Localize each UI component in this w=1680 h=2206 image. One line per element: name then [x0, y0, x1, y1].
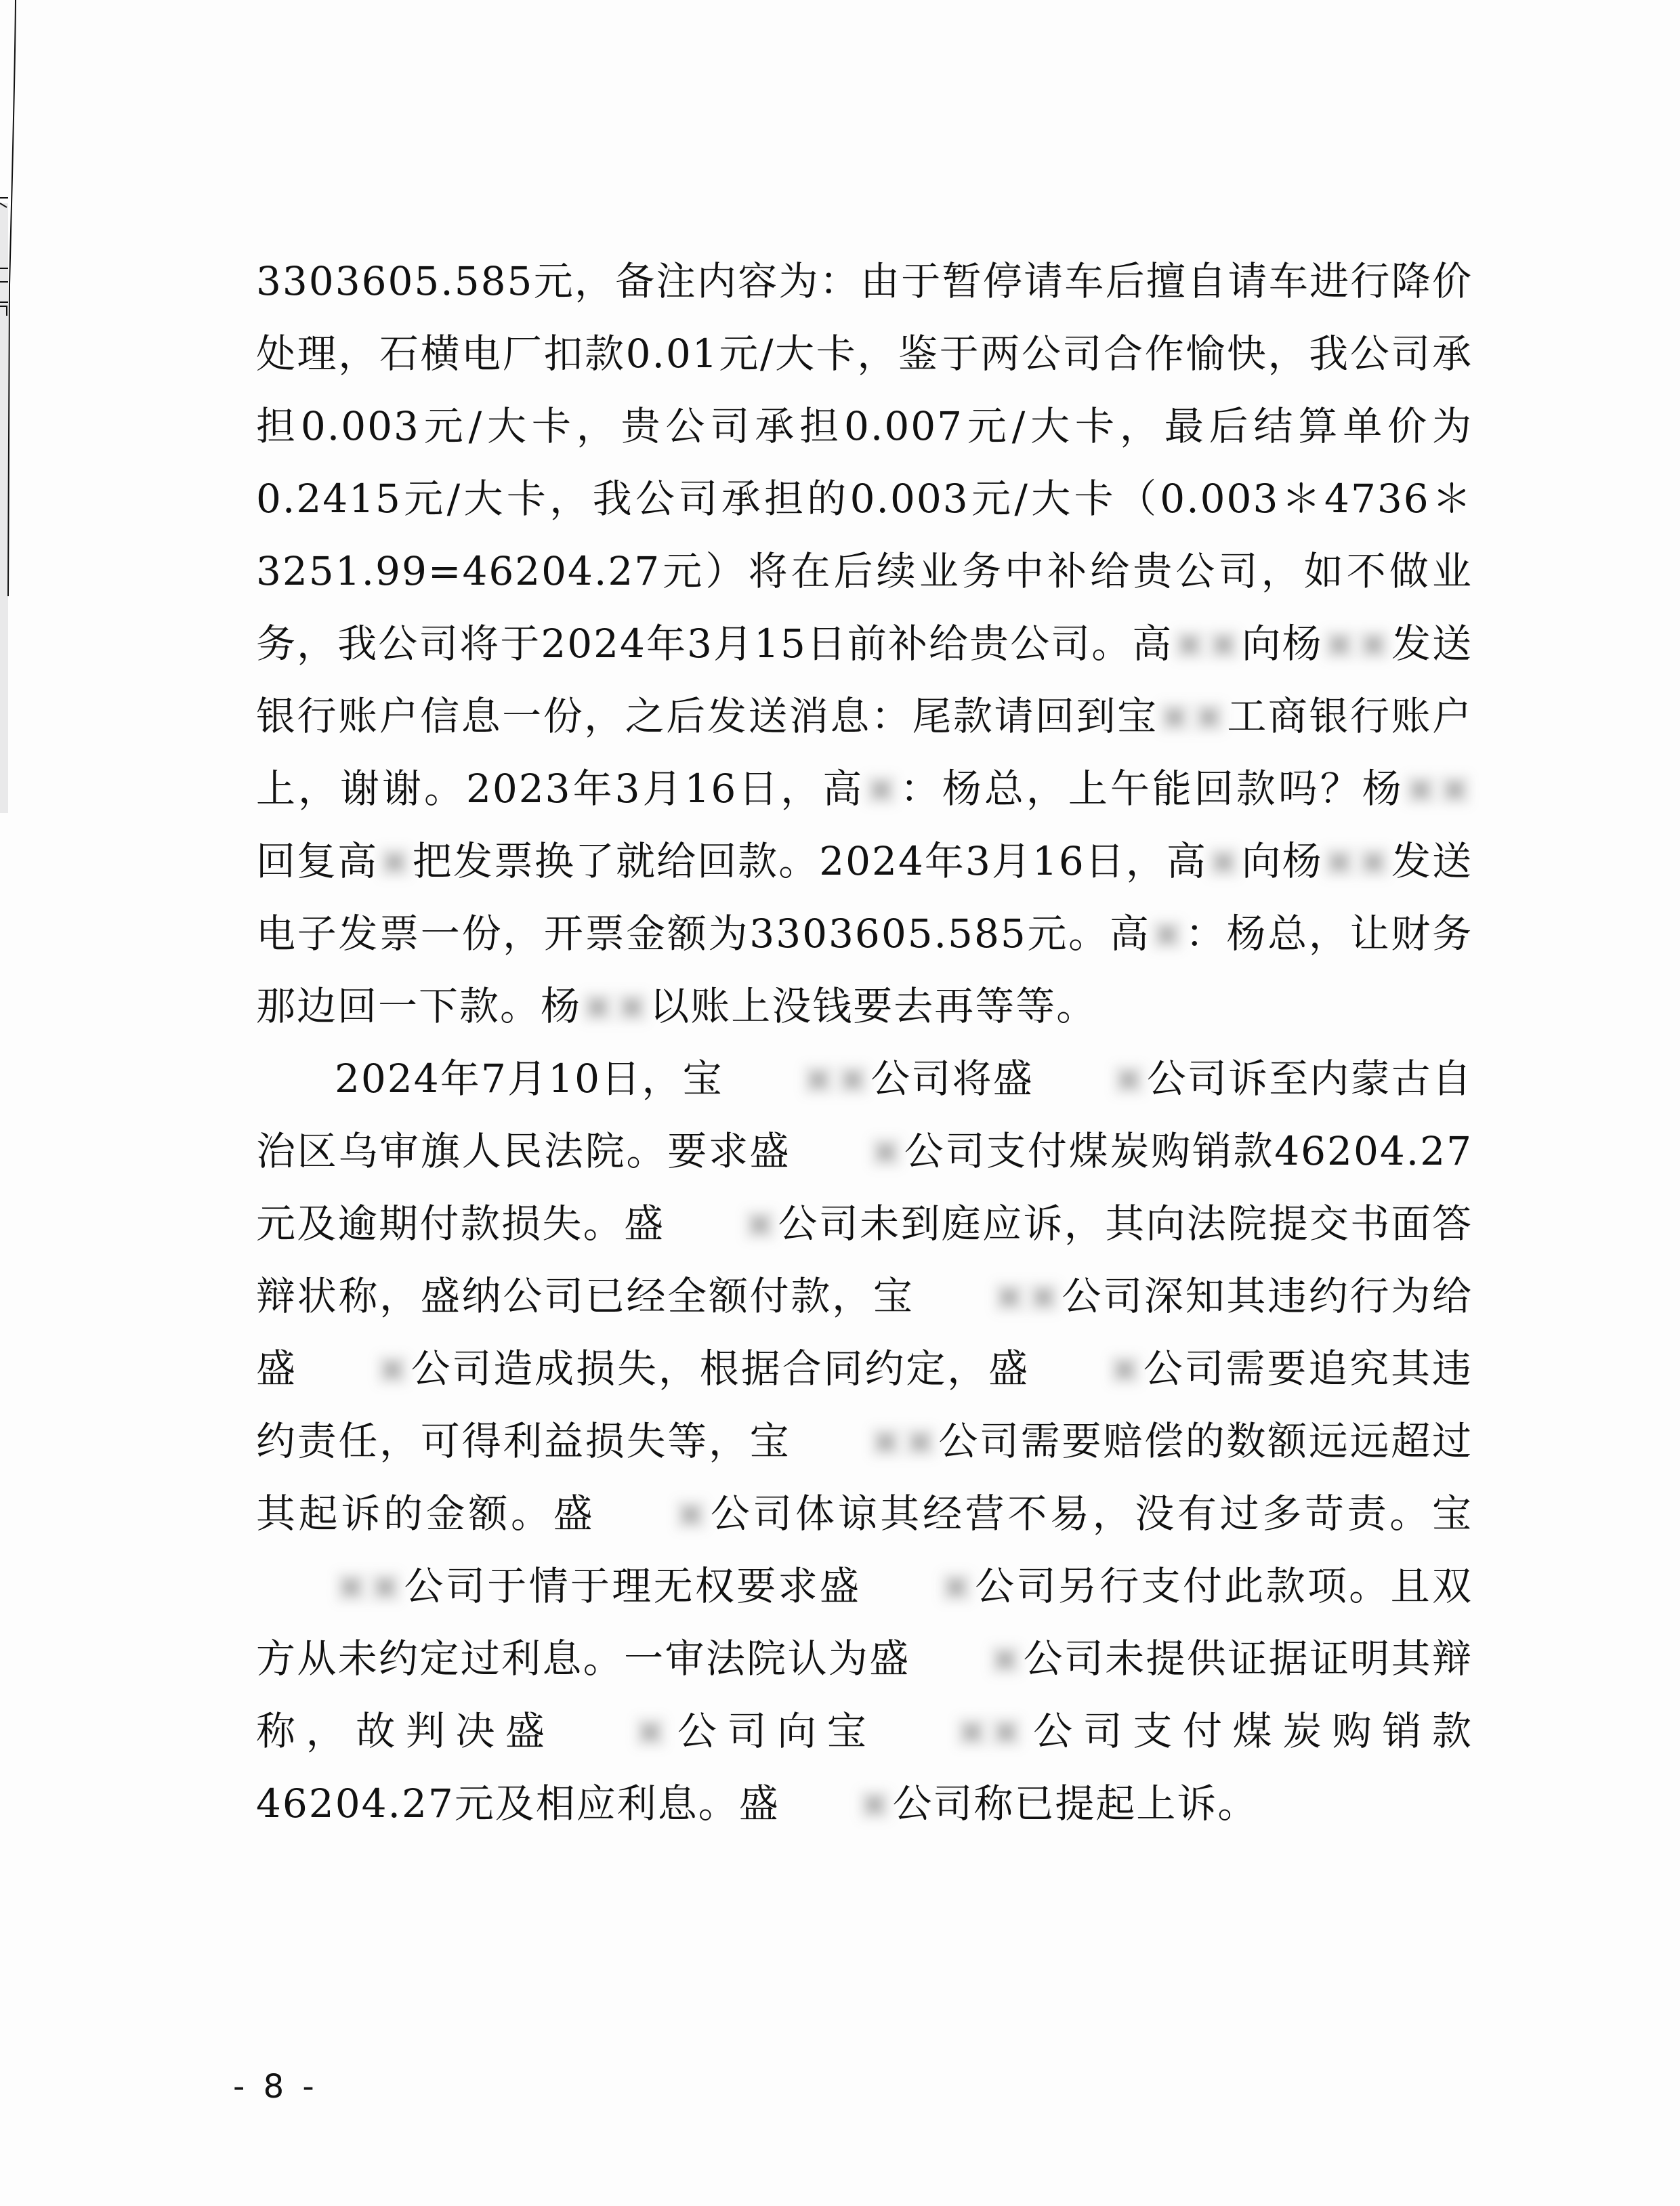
text-segment: 以账上没钱要去再等等。: [650, 983, 1097, 1029]
paper-edge-line: [0, 0, 18, 813]
text-segment: 公司支付煤炭购销款46204.27元及相应利息。盛: [256, 1708, 1473, 1827]
redacted-name: ×: [1150, 911, 1185, 957]
text-segment: 公司需要赔偿的数额远远超过其起诉的金额。盛: [256, 1418, 1473, 1537]
text-segment: 公司体谅其经营不易，没有过多苛责。宝: [708, 1491, 1473, 1537]
redacted-name: ×: [1112, 1056, 1147, 1102]
redacted-name: ×: [1108, 1346, 1143, 1392]
redacted-name: ××: [1322, 838, 1391, 884]
text-segment: 向杨: [1241, 621, 1323, 667]
text-segment: ：杨总，上午能回款吗？杨: [898, 766, 1404, 812]
page-number: - 8 -: [233, 2068, 318, 2106]
redacted-name: ×: [869, 1128, 904, 1174]
redacted-name: ××: [955, 1708, 1024, 1754]
text-segment: 公司称已提起上诉。: [892, 1781, 1259, 1827]
redacted-name: ××: [581, 983, 650, 1029]
redacted-name: ×: [988, 1636, 1024, 1682]
text-segment: 公司另行支付此款项。且双方从未约定过利息。一审法院认为盛: [256, 1563, 1473, 1682]
text-segment: 公司向宝: [668, 1708, 877, 1754]
document-body: [256, 245, 1473, 1840]
redacted-name: ××: [992, 1273, 1062, 1319]
text-segment: 发送银行账户信息一份，之后发送消息：尾款请回到宝: [256, 621, 1473, 739]
redacted-name: ××: [869, 1418, 938, 1464]
redacted-name: ××: [801, 1056, 870, 1102]
text-segment: 公司支付煤炭购销款46204.27元及逾期付款损失。盛: [256, 1128, 1473, 1247]
text-segment: 回复高: [256, 838, 379, 884]
text-segment: 公司造成损失，根据合同约定，盛: [410, 1346, 1030, 1392]
text-segment: 公司于情于理无权要求盛: [403, 1563, 862, 1609]
redacted-name: ××: [1173, 621, 1242, 667]
text-segment: 公司需要追究其违约责任，可得利益损失等，宝: [256, 1346, 1473, 1464]
previous-page-edge: [0, 0, 18, 813]
text-segment: 公司将盛: [870, 1056, 1034, 1102]
text-segment: 向杨: [1241, 838, 1323, 884]
redacted-name: ×: [674, 1491, 709, 1537]
paragraph-chat-record: [256, 245, 1473, 1043]
redacted-name: ×: [375, 1346, 411, 1392]
text-segment: 发送电子发票一份，开票金额为3303605.585元。高: [256, 838, 1473, 957]
redacted-name: ××: [335, 1563, 404, 1609]
text-segment: 工商银行账户上，谢谢。2023年3月16日，高: [256, 693, 1473, 812]
text-segment: 3303605.585元，备注内容为：由于暂停请车后擅自请车进行降价处理，石横电厂扣款0.01元/大卡，鉴于两公司合作愉快，我公司承担0.003元/大卡，贵公司承担0.007元/大卡，最后结算单价为0.2415元/大卡，我公司承担的0.003元/大卡（0.003＊4736＊3251.99=46204.27元）将在后续业务中补给贵公司，如不做业务，我公司将于2024年3月15日前补给贵公司。高: [256, 258, 1473, 667]
redacted-name: ×: [940, 1563, 974, 1609]
redacted-name: ××: [1404, 766, 1473, 812]
text-segment: 2024年7月10日，宝: [335, 1056, 723, 1102]
redacted-name: ××: [1322, 621, 1391, 667]
paragraph-lawsuit-summary: [256, 1043, 1473, 1840]
redacted-name: ××: [1158, 693, 1227, 739]
redacted-name: ×: [633, 1708, 669, 1754]
text-segment: 公司未到庭应诉，其向法院提交书面答辩状称，盛纳公司已经全额付款，宝: [256, 1201, 1473, 1319]
redacted-name: ×: [858, 1781, 893, 1827]
text-segment: ：杨总，让财务那边回一下款。杨: [256, 911, 1473, 1029]
redacted-name: ×: [864, 766, 899, 812]
redacted-name: ×: [378, 838, 413, 884]
redacted-name: ×: [743, 1201, 778, 1247]
text-segment: 公司诉至内蒙古自治区乌审旗人民法院。要求盛: [256, 1056, 1473, 1174]
text-segment: 把发票换了就给回款。2024年3月16日，高: [412, 838, 1207, 884]
redacted-name: ×: [1206, 838, 1242, 884]
text-segment: 公司未提供证据证明其辩称，故判决盛: [256, 1636, 1473, 1754]
text-segment: 公司深知其违约行为给盛: [256, 1273, 1473, 1392]
